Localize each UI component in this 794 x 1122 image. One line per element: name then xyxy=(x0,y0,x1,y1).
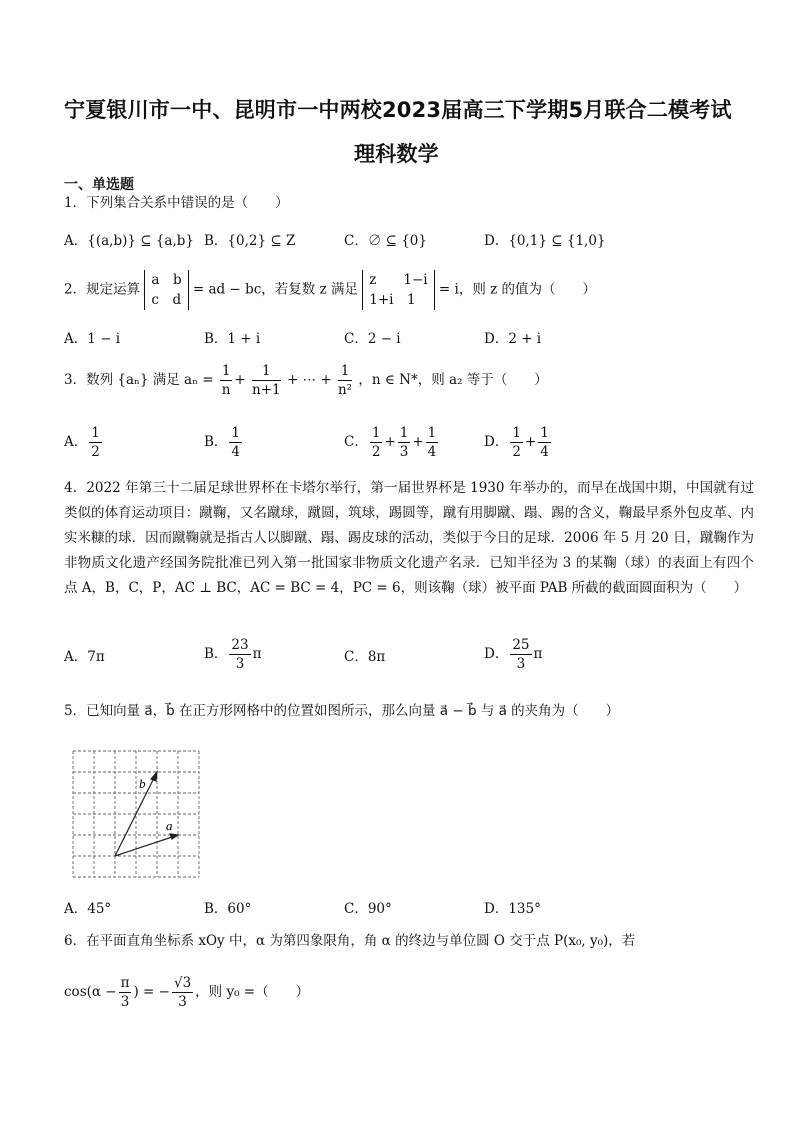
q5-option-a: A．45° xyxy=(64,901,112,917)
q1-option-a: A．{(a,b)} ⊆ {a,b} xyxy=(64,233,194,249)
q6-condition: cos(α − $\frac{\pi}{3}$ ) = − $\frac{√3}{3}$ ，则 y₀ =（ ） xyxy=(64,975,310,1010)
q5-stem: 5．已知向量 a⃗，b⃗ 在正方形网格中的位置如图所示，那么向量 a⃗ − b⃗ 与 a⃗ 的夹角为（ ） xyxy=(64,703,620,719)
det2-row1: z 1−i xyxy=(369,272,428,288)
q2-option-c: C．2 − i xyxy=(344,331,401,347)
q2-option-b: B．1 + i xyxy=(204,331,261,347)
page-title-line1: 宁夏银川市一中、昆明市一中两校2023届高三下学期5月联合二模考试 xyxy=(64,98,732,122)
label-a: a xyxy=(166,818,173,833)
page-title-line2: 理科数学 xyxy=(354,142,439,166)
q1-option-d: D．{0,1} ⊆ {1,0} xyxy=(484,233,606,249)
q4-option-c: C．8π xyxy=(344,649,386,665)
vector-grid-figure xyxy=(70,748,202,882)
q2-option-a: A．1 − i xyxy=(64,331,121,347)
q2-stem xyxy=(64,270,596,310)
q3-term3: $\frac{1}{\text{n²}}$ xyxy=(337,363,353,398)
q4-option-b: B． $\frac{23}{3}$ π xyxy=(204,637,262,672)
section-heading: 一、单选题 xyxy=(64,177,134,193)
q2-suffix: = i，则 z 的值为（ ） xyxy=(438,281,597,298)
det1-row1: a b xyxy=(151,272,182,288)
q5-option-c: C．90° xyxy=(344,901,392,917)
q2-mid: = ad − bc，若复数 z 满足 xyxy=(192,281,358,298)
q1-option-c: C．∅ ⊆ {0} xyxy=(344,233,427,249)
q3-option-a: A． $\frac{1}{2}$ xyxy=(64,425,100,460)
q2-determinant-z xyxy=(362,270,434,310)
q2-option-d: D．2 + i xyxy=(484,331,542,347)
det2-row2: 1+i 1 xyxy=(369,292,416,308)
q5-option-b: B．60° xyxy=(204,901,252,917)
q3-term2: $\frac{1}{n+1}$ xyxy=(252,363,281,398)
q3-stem: 3．数列 {aₙ} 满足 aₙ = $\frac{1}{n}$ + $\frac{1}{n+1}$ + ⋯ + $\frac{1}{\text{n²}}$ ，n ∈ N*，则 a₂ 等于（ ） xyxy=(64,363,548,398)
q4-option-a: A．7π xyxy=(64,649,105,665)
q2-determinant-definition xyxy=(144,270,188,310)
vector-b-arrowhead xyxy=(151,772,157,781)
q1-stem: 1．下列集合关系中错误的是（ ） xyxy=(64,195,289,211)
label-b: b xyxy=(139,776,146,791)
q3-option-b: B． $\frac{1}{4}$ xyxy=(204,425,241,460)
q3-suffix: ，n ∈ N*，则 a₂ 等于（ ） xyxy=(358,372,548,388)
vector-a-arrowhead xyxy=(170,834,178,839)
q6-stem: 6．在平面直角坐标系 xOy 中，α 为第四象限角，角 α 的终边与单位圆 O 交于点 P(x₀, y₀)，若 xyxy=(64,933,636,949)
q4-stem: 4．2022 年第三十二届足球世界杯在卡塔尔举行，第一届世界杯是 1930 年举办的，而早在战国中期，中国就有过类似的体育运动项目：蹴鞠，又名蹴球，蹴圆，筑球，踢圆等，蹴有用脚蹴、蹋、踢的含义，鞠最早系外包皮革、内实米糠的球．因而蹴鞠就是指古人以脚蹴、蹋、踢皮球的活动，类似于今日的足球．2006 年 5 月 20 日，蹴鞠作为非物质文化遗产经国务院批准已列入第一批国家非物质文化遗产名录．已知半径为 3 的某鞠（球）的表面上有四个点 A，B，C，P，AC ⊥ BC，AC = BC = 4，PC = 6，则该鞠（球）被平面 PAB 所截的截面圆面积为（ ） xyxy=(64,480,754,596)
q1-option-b: B．{0,2} ⊆ Z xyxy=(204,233,296,249)
q3-option-d: D． $\frac{1}{2}$ + $\frac{1}{4}$ xyxy=(484,425,549,460)
q5-option-d: D．135° xyxy=(484,901,541,917)
q3-prefix: 3．数列 {aₙ} 满足 aₙ = xyxy=(64,372,214,388)
q3-option-c: C． $\frac{1}{2}$ + $\frac{1}{3}$ + $\frac{1}{4}$ xyxy=(344,425,437,460)
det1-row2: c d xyxy=(151,292,182,308)
q3-dots: + ⋯ + xyxy=(286,372,332,388)
q2-prefix: 2．规定运算 xyxy=(64,281,141,298)
q4-option-d: D． $\frac{25}{3}$ π xyxy=(484,637,543,672)
q3-term1: $\frac{1}{n}$ xyxy=(221,363,231,398)
